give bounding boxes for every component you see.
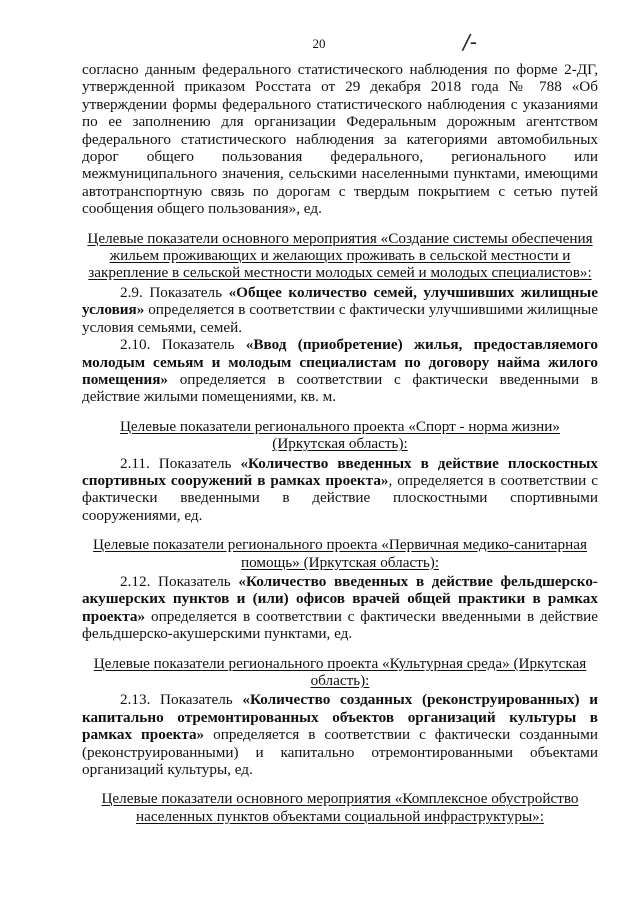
section-heading: Целевые показатели основного мероприятия «Создание системы обеспечения жильем проживающих и желающих проживать в сельской местности и закрепление в сельской местности молодых семей и молодых специалистов»: [87,229,593,282]
indicator-prefix: 2.11. Показатель [120,454,241,472]
indicator-paragraph [82,336,598,406]
document-body [82,61,598,827]
indicator-paragraph [82,284,598,336]
indicator-name: «Количество введенных в действие фельдшерско-акушерских пунктов и (или) офисов врачей общей практики в рамках проекта» [82,572,598,625]
section-heading: Целевые показатели регионального проекта «Культурная среда» (Иркутская область): [93,654,587,689]
indicator-name: «Ввод (приобретение) жилья, предоставляемого молодым семьям и молодым специалистам по договору найма жилого помещения» [82,336,599,388]
intro-paragraph: согласно данным федерального статистического наблюдения по форме 2-ДГ, утвержденной приказом Росстата от 29 декабря 2018 года № 788 «Об утверждении формы федерального статистического наблюдения с указаниями по ее заполнению для организации Федеральным дорожным агентством федерального статистического наблюдения за категориями автомобильных дорог общего пользования федерального, регионального или межмуниципального значения, сельскими населенными пунктами, имеющими автотранспортную связь по дорогам с твердым покрытием с сетью путей сообщения общего пользования», ед. [82,61,598,218]
indicator-description: определяется в соответствии с фактически созданными (реконструированными) и капитально отремонтированными объектами организаций культуры, ед. [82,726,598,779]
handwritten-mark: /- [463,30,477,54]
page-number: 20 [312,36,326,51]
section-heading: Целевые показатели регионального проекта «Спорт - норма жизни» (Иркутская область): [119,417,561,453]
indicator-name: «Количество созданных (реконструированных) и капитально отремонтированных объектов организаций культуры в рамках проекта» [82,691,598,744]
indicator-prefix: 2.13. Показатель [120,691,243,709]
indicator-prefix: 2.12. Показатель [120,572,239,590]
indicator-description: определяется в соответствии с фактически введенными в действие фельдшерско-акушерскими пунктами, ед. [82,607,598,643]
indicator-paragraph [82,691,598,778]
indicator-prefix: 2.9. Показатель [120,283,229,301]
indicator-name: «Количество введенных в действие плоскостных спортивных сооружений в рамках проекта» [82,454,598,489]
indicator-description: , определяется в соответствии с фактически введенными в действие плоскостными спортивными сооружениями, ед. [82,471,598,524]
indicator-prefix: 2.10. Показатель [120,336,246,354]
indicator-paragraph [82,455,598,525]
section-heading: Целевые показатели регионального проекта «Первичная медико-санитарная помощь» (Иркутская область): [92,536,587,571]
indicator-name: «Общее количество семей, улучшивших жилищные условия» [82,283,598,319]
indicator-description: определяется в соответствии с фактически улучшившими жилищные условия семьями, семей. [82,301,598,336]
section-heading: Целевые показатели основного мероприятия «Комплексное обустройство населенных пунктов объектами социальной инфраструктуры»: [101,790,579,825]
indicator-paragraph [82,573,598,643]
indicator-description: определяется в соответствии с фактически введенными в действие жилыми помещениями, кв. м. [82,370,598,406]
